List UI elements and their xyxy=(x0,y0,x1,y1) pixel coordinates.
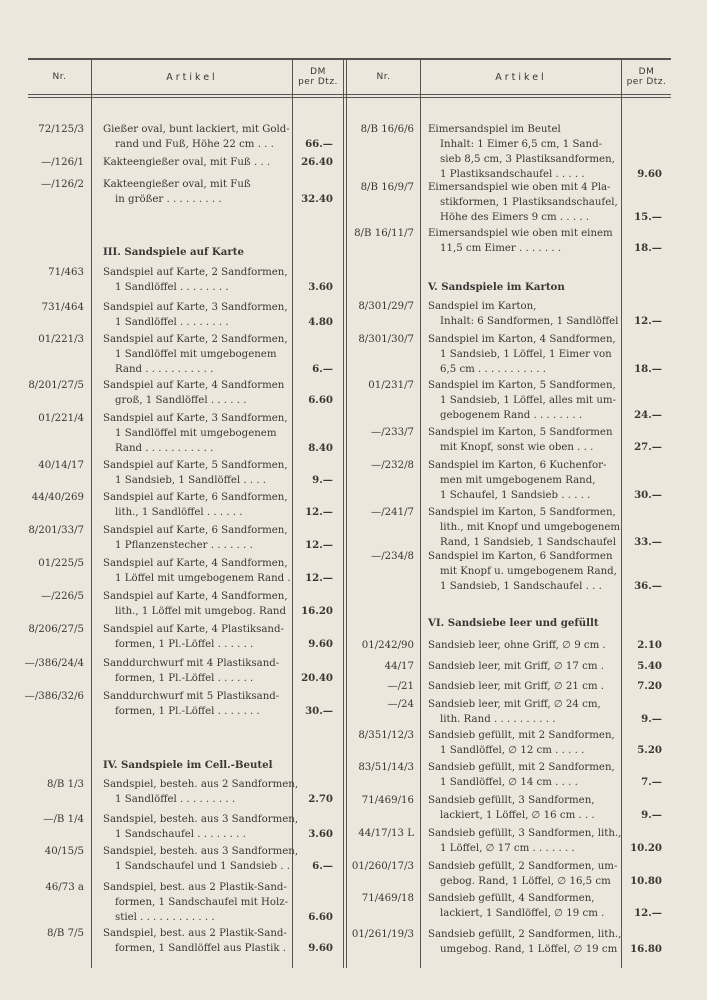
article-description-line: Sandsieb leer, mit Griff, ∅ 17 cm . xyxy=(428,661,604,672)
article-description-line: mit Knopf, sonst wie oben . . . xyxy=(440,442,594,453)
price-per-dozen: 9.60 xyxy=(308,942,333,954)
price-per-dozen: 9.— xyxy=(641,809,662,821)
price-per-dozen: 26.40 xyxy=(301,156,333,168)
article-description-line: lackiert, 1 Sandlöffel, ∅ 19 cm . xyxy=(440,908,605,919)
price-per-dozen: 36.— xyxy=(634,580,662,592)
article-description-line: 6,5 cm . . . . . . . . . . . xyxy=(440,364,547,375)
article-description-line: Sandsieb leer, mit Griff, ∅ 21 cm . xyxy=(428,681,604,692)
article-description-line: stiel . . . . . . . . . . . . xyxy=(115,912,215,923)
article-description-line: sieb 8,5 cm, 3 Plastiksandformen, xyxy=(440,154,615,165)
article-description-line: Sandspiel im Karton, 6 Sandformen xyxy=(428,551,613,562)
article-number: —/386/24/4 xyxy=(24,658,84,669)
article-number: 8/206/27/5 xyxy=(28,624,84,635)
article-description-line: Sandsieb leer, mit Griff, ∅ 24 cm, xyxy=(428,699,601,710)
article-number: —/232/8 xyxy=(371,460,414,471)
article-description-line: Sandsieb gefüllt, 2 Sandformen, um- xyxy=(428,861,618,872)
header-artikel-label: Artikel xyxy=(166,71,218,83)
article-description-line: Rand . . . . . . . . . . . xyxy=(115,364,214,375)
price-per-dozen: 30.— xyxy=(305,705,333,717)
article-description-line: 1 Plastiksandschaufel . . . . . xyxy=(440,169,585,180)
article-number: 44/17 xyxy=(384,661,414,672)
section-heading: IV. Sandspiele im Cell.-Beutel xyxy=(103,759,273,771)
article-description-line: 1 Sandlöffel mit umgebogenem xyxy=(115,428,277,439)
article-description-line: 1 Sandsieb, 1 Sandlöffel . . . . xyxy=(115,475,267,486)
article-number: —/386/32/6 xyxy=(24,691,84,702)
header-artikel-right xyxy=(421,62,621,92)
section-heading: VI. Sandsiebe leer und gefüllt xyxy=(428,617,599,629)
article-number: 01/221/4 xyxy=(38,413,84,424)
article-description-line: Sanddurchwurf mit 5 Plastiksand- xyxy=(103,691,280,702)
article-description-line: Sandspiel auf Karte, 6 Sandformen, xyxy=(103,492,288,503)
price-per-dozen: 7.— xyxy=(641,776,662,788)
price-per-dozen: 5.40 xyxy=(637,660,662,672)
price-per-dozen: 9.— xyxy=(641,713,662,725)
price-per-dozen: 12.— xyxy=(305,539,333,551)
article-description-line: Gießer oval, bunt lackiert, mit Gold- xyxy=(103,124,290,135)
article-number: 8/201/33/7 xyxy=(28,525,84,536)
article-description-line: Sandspiel auf Karte, 3 Sandformen, xyxy=(103,413,288,424)
article-number: 731/464 xyxy=(41,302,84,313)
article-number: 8/B 16/6/6 xyxy=(360,124,414,135)
article-description-line: Sandspiel, besteh. aus 2 Sandformen, xyxy=(103,779,299,790)
header-nr-right xyxy=(347,62,420,92)
section-heading: V. Sandspiele im Karton xyxy=(428,281,565,293)
article-description-line: Sandsieb gefüllt, 2 Sandformen, lith., xyxy=(428,929,622,940)
article-description-line: Sandspiel, best. aus 2 Plastik-Sand- xyxy=(103,928,287,939)
price-per-dozen: 9.60 xyxy=(308,638,333,650)
header-per-dtz-label: per Dtz. xyxy=(626,77,667,87)
article-description-line: Sandspiel im Karton, 4 Sandformen, xyxy=(428,334,616,345)
article-number: 01/261/19/3 xyxy=(351,929,414,940)
article-description-line: Sandsieb leer, ohne Griff, ∅ 9 cm . xyxy=(428,640,606,651)
header-rule-2 xyxy=(28,97,671,98)
article-description-line: lackiert, 1 Löffel, ∅ 16 cm . . . xyxy=(440,810,595,821)
article-number: 01/225/5 xyxy=(38,558,84,569)
article-description-line: 1 Löffel, ∅ 17 cm . . . . . . . xyxy=(440,843,575,854)
article-number: 01/221/3 xyxy=(38,334,84,345)
price-per-dozen: 32.40 xyxy=(301,193,333,205)
article-description-line: Inhalt: 6 Sandformen, 1 Sandlöffel xyxy=(440,316,619,327)
article-number: —/241/7 xyxy=(371,507,414,518)
article-number: —/234/8 xyxy=(371,551,414,562)
article-description-line: Kakteengießer oval, mit Fuß xyxy=(103,179,251,190)
article-description-line: 11,5 cm Eimer . . . . . . . xyxy=(440,243,562,254)
article-description-line: Sandspiel, besteh. aus 3 Sandformen, xyxy=(103,846,299,857)
article-description-line: rand und Fuß, Höhe 22 cm . . . xyxy=(115,139,274,150)
article-description-line: 1 Sandlöffel mit umgebogenem xyxy=(115,349,277,360)
article-number: —/126/2 xyxy=(41,179,84,190)
article-description-line: Eimersandspiel wie oben mit 4 Pla- xyxy=(428,182,611,193)
price-per-dozen: 66.— xyxy=(305,138,333,150)
article-description-line: Sanddurchwurf mit 4 Plastiksand- xyxy=(103,658,280,669)
header-dm-label: DM xyxy=(638,67,655,77)
article-description-line: 1 Schaufel, 1 Sandsieb . . . . . xyxy=(440,490,591,501)
article-description-line: lith., 1 Sandlöffel . . . . . . xyxy=(115,507,243,518)
price-per-dozen: 7.20 xyxy=(637,680,662,692)
article-number: —/B 1/4 xyxy=(43,814,84,825)
article-description-line: Sandspiel auf Karte, 4 Sandformen xyxy=(103,380,285,391)
price-per-dozen: 15.— xyxy=(634,211,662,223)
article-description-line: lith., mit Knopf und umgebogenem xyxy=(440,522,621,533)
article-description-line: 1 Pflanzenstecher . . . . . . . xyxy=(115,540,253,551)
article-description-line: Inhalt: 1 Eimer 6,5 cm, 1 Sand- xyxy=(440,139,603,150)
divider-right-nr xyxy=(420,58,421,968)
article-description-line: Höhe des Eimers 9 cm . . . . . xyxy=(440,212,590,223)
price-per-dozen: 27.— xyxy=(634,441,662,453)
article-description-line: Sandspiel im Karton, xyxy=(428,301,537,312)
price-per-dozen: 10.20 xyxy=(630,842,662,854)
article-description-line: Rand . . . . . . . . . . . xyxy=(115,443,214,454)
article-number: 44/40/269 xyxy=(31,492,84,503)
article-description-line: groß, 1 Sandlöffel . . . . . . xyxy=(115,395,247,406)
price-per-dozen: 9.60 xyxy=(637,168,662,180)
article-description-line: Sandspiel auf Karte, 4 Sandformen, xyxy=(103,591,288,602)
price-per-dozen: 20.40 xyxy=(301,672,333,684)
article-description-line: Sandsieb gefüllt, mit 2 Sandformen, xyxy=(428,762,615,773)
price-per-dozen: 3.60 xyxy=(308,828,333,840)
price-per-dozen: 33.— xyxy=(634,536,662,548)
article-number: —/24 xyxy=(387,699,414,710)
header-nr-left xyxy=(28,62,91,92)
article-description-line: Sandspiel auf Karte, 4 Plastiksand- xyxy=(103,624,284,635)
price-per-dozen: 12.— xyxy=(305,506,333,518)
article-number: 8/201/27/5 xyxy=(28,380,84,391)
article-number: 8/B 7/5 xyxy=(46,928,84,939)
price-per-dozen: 16.20 xyxy=(301,605,333,617)
price-per-dozen: 6.60 xyxy=(308,394,333,406)
header-nr-label: Nr. xyxy=(376,72,391,82)
article-description-line: Sandspiel auf Karte, 4 Sandformen, xyxy=(103,558,288,569)
article-description-line: formen, 1 Pl.-Löffel . . . . . . . xyxy=(115,706,260,717)
price-per-dozen: 9.— xyxy=(312,474,333,486)
article-description-line: formen, 1 Sandschaufel mit Holz- xyxy=(115,897,289,908)
top-rule xyxy=(28,58,671,60)
article-number: 40/14/17 xyxy=(38,460,84,471)
article-number: 46/73 a xyxy=(45,882,84,893)
article-description-line: Eimersandspiel wie oben mit einem xyxy=(428,228,613,239)
article-description-line: umgebog. Rand, 1 Löffel, ∅ 19 cm xyxy=(440,944,618,955)
header-dm-label: DM xyxy=(310,67,326,77)
price-per-dozen: 6.60 xyxy=(308,911,333,923)
article-description-line: Sandsieb gefüllt, 3 Sandformen, lith., xyxy=(428,828,622,839)
price-per-dozen: 12.— xyxy=(634,315,662,327)
article-number: 44/17/13 L xyxy=(358,828,414,839)
price-per-dozen: 4.80 xyxy=(308,316,333,328)
article-description-line: Rand, 1 Sandsieb, 1 Sandschaufel xyxy=(440,537,616,548)
article-description-line: 1 Sandlöffel . . . . . . . . xyxy=(115,317,229,328)
article-number: 8/B 16/9/7 xyxy=(360,182,414,193)
article-description-line: Sandspiel im Karton, 5 Sandformen xyxy=(428,427,613,438)
article-number: —/126/1 xyxy=(41,157,84,168)
article-description-line: Sandspiel auf Karte, 6 Sandformen, xyxy=(103,525,288,536)
price-per-dozen: 10.80 xyxy=(630,875,662,887)
article-description-line: Kakteengießer oval, mit Fuß . . . xyxy=(103,157,271,168)
header-rule xyxy=(28,94,671,95)
price-per-dozen: 2.10 xyxy=(637,639,662,651)
article-description-line: 1 Sandschaufel . . . . . . . . xyxy=(115,829,246,840)
price-per-dozen: 5.20 xyxy=(637,744,662,756)
header-dm-left xyxy=(293,62,343,92)
article-number: 72/125/3 xyxy=(38,124,84,135)
article-description-line: Sandspiel, best. aus 2 Plastik-Sand- xyxy=(103,882,287,893)
article-description-line: lith. Rand . . . . . . . . . . xyxy=(440,714,556,725)
article-description-line: 1 Sandschaufel und 1 Sandsieb . . xyxy=(115,861,291,872)
header-artikel-label: Artikel xyxy=(495,71,547,83)
article-number: 83/51/14/3 xyxy=(358,762,414,773)
article-number: 8/B 16/11/7 xyxy=(354,228,414,239)
article-description-line: Sandspiel auf Karte, 3 Sandformen, xyxy=(103,302,288,313)
article-description-line: 1 Sandsieb, 1 Löffel, alles mit um- xyxy=(440,395,616,406)
article-number: 71/469/16 xyxy=(361,795,414,806)
article-description-line: Eimersandspiel im Beutel xyxy=(428,124,561,135)
article-number: 71/463 xyxy=(48,267,84,278)
article-description-line: 1 Sandlöffel . . . . . . . . xyxy=(115,282,229,293)
article-number: 71/469/18 xyxy=(361,893,414,904)
article-description-line: 1 Löffel mit umgebogenem Rand . xyxy=(115,573,291,584)
article-number: —/21 xyxy=(387,681,414,692)
article-description-line: Sandsieb gefüllt, 4 Sandformen, xyxy=(428,893,595,904)
article-description-line: 1 Sandlöffel, ∅ 14 cm . . . . xyxy=(440,777,578,788)
article-description-line: Sandsieb gefüllt, 3 Sandformen, xyxy=(428,795,595,806)
article-number: —/226/5 xyxy=(41,591,84,602)
article-description-line: Sandspiel im Karton, 5 Sandformen, xyxy=(428,380,616,391)
article-number: 40/15/5 xyxy=(44,846,84,857)
article-description-line: Sandspiel auf Karte, 2 Sandformen, xyxy=(103,334,288,345)
article-description-line: formen, 1 Pl.-Löffel . . . . . . xyxy=(115,639,254,650)
article-description-line: gebogenem Rand . . . . . . . . xyxy=(440,410,583,421)
price-per-dozen: 18.— xyxy=(634,242,662,254)
article-description-line: 1 Sandsieb, 1 Sandschaufel . . . xyxy=(440,581,602,592)
article-description-line: men mit umgebogenem Rand, xyxy=(440,475,596,486)
price-per-dozen: 12.— xyxy=(305,572,333,584)
header-dm-right xyxy=(622,62,671,92)
article-number: 01/231/7 xyxy=(368,380,414,391)
article-description-line: Sandspiel auf Karte, 5 Sandformen, xyxy=(103,460,288,471)
article-description-line: Sandspiel im Karton, 6 Kuchenfor- xyxy=(428,460,607,471)
price-per-dozen: 24.— xyxy=(634,409,662,421)
article-description-line: Sandspiel auf Karte, 2 Sandformen, xyxy=(103,267,288,278)
price-per-dozen: 12.— xyxy=(634,907,662,919)
price-per-dozen: 6.— xyxy=(312,860,333,872)
header-nr-label: Nr. xyxy=(52,72,67,82)
header-artikel-left xyxy=(92,62,292,92)
article-description-line: formen, 1 Sandlöffel aus Plastik . xyxy=(115,943,287,954)
price-per-dozen: 16.80 xyxy=(630,943,662,955)
article-description-line: formen, 1 Pl.-Löffel . . . . . . xyxy=(115,673,254,684)
article-description-line: in größer . . . . . . . . . xyxy=(115,194,222,205)
article-description-line: mit Knopf u. umgebogenem Rand, xyxy=(440,566,617,577)
section-heading: III. Sandspiele auf Karte xyxy=(103,246,244,258)
article-description-line: Sandspiel, besteh. aus 3 Sandformen, xyxy=(103,814,299,825)
article-description-line: 1 Sandlöffel, ∅ 12 cm . . . . . xyxy=(440,745,585,756)
article-description-line: stikformen, 1 Plastiksandschaufel, xyxy=(440,197,618,208)
header-per-dtz-label: per Dtz. xyxy=(298,77,338,87)
article-description-line: lith., 1 Löffel mit umgebog. Rand xyxy=(115,606,287,617)
price-per-dozen: 6.— xyxy=(312,363,333,375)
price-per-dozen: 8.40 xyxy=(308,442,333,454)
article-number: 01/260/17/3 xyxy=(351,861,414,872)
article-number: 8/301/30/7 xyxy=(358,334,414,345)
article-number: —/233/7 xyxy=(371,427,414,438)
price-per-dozen: 3.60 xyxy=(308,281,333,293)
article-description-line: Sandspiel im Karton, 5 Sandformen, xyxy=(428,507,616,518)
price-per-dozen: 30.— xyxy=(634,489,662,501)
article-number: 8/B 1/3 xyxy=(46,779,84,790)
divider-left-nr xyxy=(91,58,92,968)
price-per-dozen: 18.— xyxy=(634,363,662,375)
price-per-dozen: 2.70 xyxy=(308,793,333,805)
divider-center xyxy=(343,58,344,968)
article-description-line: 1 Sandlöffel . . . . . . . . . xyxy=(115,794,236,805)
article-number: 8/301/29/7 xyxy=(358,301,414,312)
article-description-line: 1 Sandsieb, 1 Löffel, 1 Eimer von xyxy=(440,349,612,360)
article-description-line: gebog. Rand, 1 Löffel, ∅ 16,5 cm xyxy=(440,876,611,887)
article-number: 01/242/90 xyxy=(361,640,414,651)
article-description-line: Sandsieb gefüllt, mit 2 Sandformen, xyxy=(428,730,615,741)
article-number: 8/351/12/3 xyxy=(358,730,414,741)
